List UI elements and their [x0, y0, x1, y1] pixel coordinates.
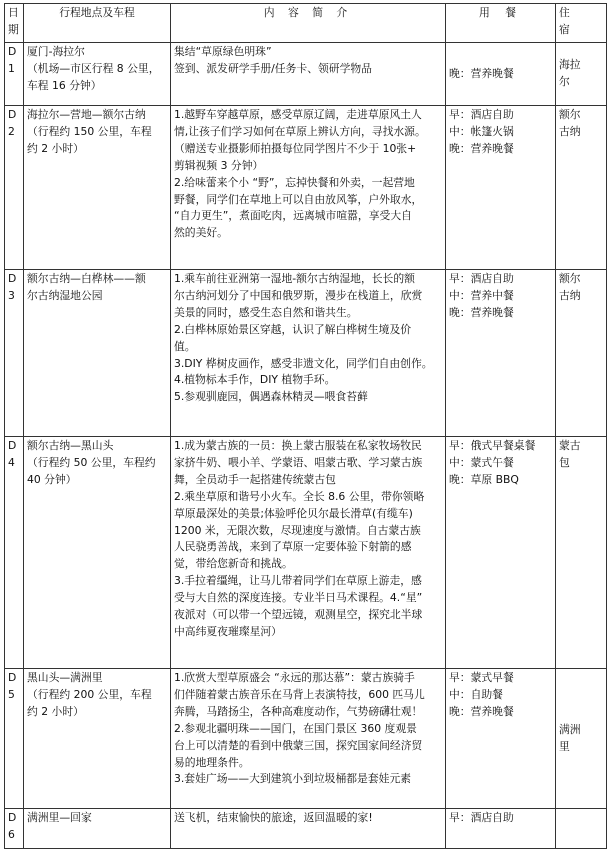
- header-meals: 用 餐: [446, 4, 556, 43]
- table-row-d3: [5, 270, 607, 437]
- route-cell: 额尔古纳—黑山头 （行程约 50 公里，车程约 40 分钟）: [24, 437, 171, 669]
- table-row-d2: [5, 106, 607, 270]
- table-row-d5: [5, 669, 607, 809]
- stay-cell: 满洲 里: [556, 669, 607, 809]
- route-cell: 额尔古纳—白桦林——额 尔古纳湿地公园: [24, 270, 171, 437]
- header-day: 日 期: [5, 4, 24, 43]
- route-cell: 黑山头—满洲里 （行程约 200 公里，车程 约 2 小时）: [24, 669, 171, 809]
- stay-cell: 额尔 古纳: [556, 270, 607, 437]
- day-cell: D 5: [5, 669, 24, 809]
- stay-cell: [556, 809, 607, 849]
- header-route: 行程地点及车程: [24, 4, 171, 43]
- stay-cell: 额尔 古纳: [556, 106, 607, 270]
- table-row-d6: [5, 809, 607, 849]
- route-cell: 厦门-海拉尔 （机场—市区行程 8 公里， 车程 16 分钟）: [24, 43, 171, 106]
- header-row: [5, 4, 607, 43]
- meals-cell: 早：酒店自助 中：帐篷火锅 晚：营养晚餐: [446, 106, 556, 270]
- table-row-d1: [5, 43, 607, 106]
- header-content: 内 容 简 介: [171, 4, 446, 43]
- content-cell: 集结“草原绿色明珠” 签到、派发研学手册/任务卡、领研学物品: [171, 43, 446, 106]
- day-cell: D 1: [5, 43, 24, 106]
- content-cell: 1.欣赏大型草原盛会 “永远的那达慕”：蒙古族骑手 们伴随着蒙古族音乐在马背上表演特技，600 匹马儿 奔腾，马踏扬尘，各种高难度动作，气势磅礴壮观！ 2.参观北疆明珠——国门，在国门景区 360 度观景 台上可以清楚的看到中俄蒙三国，探究国家间经济贸 易的地理条件。 3.套娃广场——大到建筑小到垃圾桶都是套娃元素: [171, 669, 446, 809]
- route-cell: 满洲里—回家: [24, 809, 171, 849]
- day-cell: D 6: [5, 809, 24, 849]
- itinerary-table: [4, 3, 607, 849]
- day-cell: D 4: [5, 437, 24, 669]
- meals-cell: 早：俄式早餐桌餐 中：蒙式午餐 晚：草原 BBQ: [446, 437, 556, 669]
- table-row-d4: [5, 437, 607, 669]
- meals-cell: 晚：营养晚餐: [446, 43, 556, 106]
- day-cell: D 3: [5, 270, 24, 437]
- content-cell: 送飞机，结束愉快的旅途，返回温暖的家!: [171, 809, 446, 849]
- stay-cell: 蒙古 包: [556, 437, 607, 669]
- header-stay: 住 宿: [556, 4, 607, 43]
- meals-cell: 早：酒店自助 中：营养中餐 晚：营养晚餐: [446, 270, 556, 437]
- content-cell: 1.越野车穿越草原，感受草原辽阔，走进草原风土人 情,让孩子们学习如何在草原上辨认方向，寻找水源。 （赠送专业摄影师拍摄每位同学图片不少于 10张+ 剪辑视频 3 分钟） 2.给味蕾来个小 “野”，忘掉快餐和外卖，一起营地 野餐，同学们在草地上可以自由放风筝，户外取水， “自力更生”，煮面吃肉，远离城市喧嚣，享受大自 然的美好。: [171, 106, 446, 270]
- meals-cell: 早：蒙式早餐 中：自助餐 晚：营养晚餐: [446, 669, 556, 809]
- meals-cell: 早：酒店自助: [446, 809, 556, 849]
- day-cell: D 2: [5, 106, 24, 270]
- route-cell: 海拉尔—营地—额尔古纳 （行程约 150 公里，车程 约 2 小时）: [24, 106, 171, 270]
- stay-cell: 海拉 尔: [556, 43, 607, 106]
- content-cell: 1.成为蒙古族的一员：换上蒙古服装在私家牧场牧民 家挤牛奶、喂小羊、学蒙语、唱蒙古歌、学习蒙古族 舞，全员动手一起搭建传统蒙古包 2.乘坐草原和谐号小火车。全长 8.6 公里，带你领略 草原最深处的美景;体验呼伦贝尔最长滑草(有缆车) 1200 米，无限次数，尽现速度与激情。自古蒙古族 人民骁勇善战，来到了草原一定要体验下射箭的感 觉，带给您新奇和挑战。 3.手拉着缰绳，让马儿带着同学们在草原上游走，感 受与大自然的深度连接。专业半日马术课程。4.“星” 夜派对（可以带一个望远镜，观测星空，探究北半球 中高纬夏夜璀璨星河）: [171, 437, 446, 669]
- content-cell: 1.乘车前往亚洲第一湿地-额尔古纳湿地，长长的额 尔古纳河划分了中国和俄罗斯，漫步在栈道上，欣赏 美景的同时，感受生态自然和谐共生。 2.白桦林原始景区穿越，认识了解白桦树生境及价 值。 3.DIY 桦树皮画作，感受非遗文化，同学们自由创作。 4.植物标本手作，DIY 植物手环。 5.参观驯鹿园，偶遇森林精灵—喂食苔藓: [171, 270, 446, 437]
